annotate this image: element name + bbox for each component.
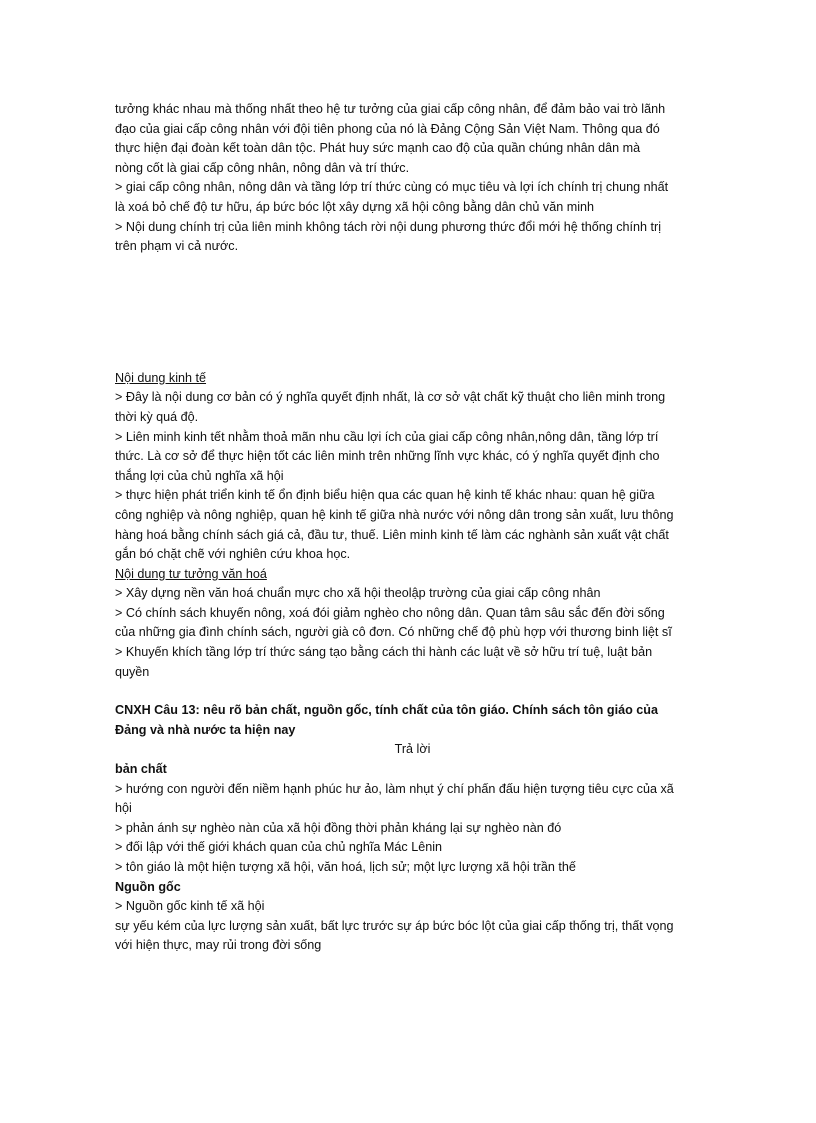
text-line: thức. Là cơ sở để thực hiện tốt các liên minh trên những lĩnh vực khác, có ý nghĩa quyết định cho — [115, 449, 660, 464]
section-heading: Nội dung kinh tế — [115, 370, 207, 385]
text-line: > hướng con người đến niềm hạnh phúc hư ảo, làm nhụt ý chí phấn đấu hiện tượng tiêu cực của xã — [115, 781, 674, 796]
political-bullet-1 — [115, 178, 710, 217]
text-line: > Nội dung chính trị của liên minh không tách rời nội dung phương thức đổi mới hệ thống chính trị — [115, 219, 662, 234]
text-line: > tôn giáo là một hiện tượng xã hội, văn hoá, lịch sử; một lực lượng xã hội trần thế — [115, 860, 576, 874]
text-line: với hiện thực, may rủi trong đời sống — [115, 938, 322, 953]
political-bullet-2 — [115, 218, 710, 257]
nature-section — [115, 760, 710, 878]
text-line: hội — [115, 801, 132, 816]
text-line: quyền — [115, 664, 150, 679]
text-line: hàng hoá bằng chính sách giá cả, đầu tư, thuế. Liên minh kinh tế làm các nghành sản xuất vật chất — [115, 527, 669, 542]
blank-space — [115, 257, 710, 369]
question-title-line: Đảng và nhà nước ta hiện nay — [115, 722, 296, 737]
section-heading: Nội dung tư tưởng văn hoá — [115, 566, 267, 581]
question-title-line: CNXH Câu 13: nêu rõ bản chất, nguồn gốc, tính chất của tôn giáo. Chính sách tôn giáo của — [115, 703, 658, 718]
origin-section — [115, 878, 710, 956]
text-line: nòng cốt là giai cấp công nhân, nông dân và trí thức. — [115, 160, 410, 175]
section-heading: bản chất — [115, 762, 167, 777]
text-line: > Đây là nội dung cơ bản có ý nghĩa quyết định nhất, là cơ sở vật chất kỹ thuật cho liên minh trong — [115, 390, 666, 405]
text-line: > Nguồn gốc kinh tế xã hội — [115, 899, 265, 914]
text-line: thắng lợi của chủ nghĩa xã hội — [115, 468, 284, 483]
ideology-section — [115, 565, 710, 683]
economic-section — [115, 369, 710, 565]
text-line: đạo của giai cấp công nhân với đội tiên phong của nó là Đảng Cộng Sản Việt Nam. Thông qua đó — [115, 121, 660, 136]
blank-space — [115, 682, 710, 701]
text-line: công nghiệp và nông nghiệp, quan hệ kinh tế giữa nhà nước với nông dân trong sản xuất, lưu thông — [115, 507, 674, 522]
text-line: > Xây dựng nền văn hoá chuẩn mực cho xã hội theolập trường của giai cấp công nhân — [115, 586, 601, 601]
text-line: > đối lập với thế giới khách quan của chủ nghĩa Mác Lênin — [115, 840, 443, 855]
question-title — [115, 701, 710, 760]
political-paragraph — [115, 100, 710, 178]
text-line: sự yếu kém của lực lượng sản xuất, bất lực trước sự áp bức bóc lột của giai cấp thống trị, thất vọng — [115, 918, 674, 933]
text-line: > thực hiện phát triển kinh tế ổn định biểu hiện qua các quan hệ kinh tế khác nhau: quan hệ giữa — [115, 488, 655, 503]
text-line: gắn bó chặt chẽ với nghiên cứu khoa học. — [115, 547, 351, 562]
text-line: > giai cấp công nhân, nông dân và tầng lớp trí thức cùng có mục tiêu và lợi ích chính trị chung nhất — [115, 180, 669, 195]
text-line: > phản ánh sự nghèo nàn của xã hội đồng thời phản kháng lại sự nghèo nàn đó — [115, 820, 562, 835]
text-line: > Liên minh kinh tết nhằm thoả mãn nhu cầu lợi ích của giai cấp công nhân,nông dân, tầng lớp trí — [115, 429, 659, 444]
text-line: tưởng khác nhau mà thống nhất theo hệ tư tưởng của giai cấp công nhân, để đảm bảo vai trò lãnh — [115, 102, 666, 116]
text-line: thực hiện đại đoàn kết toàn dân tộc. Phát huy sức mạnh cao độ của quần chúng nhân dân mà — [115, 141, 641, 156]
section-heading: Nguồn gốc — [115, 879, 181, 894]
text-line: là xoá bỏ chế độ tư hữu, áp bức bóc lột xây dựng xã hội công bằng dân chủ văn minh — [115, 199, 595, 214]
answer-label: Trả lời — [394, 742, 431, 757]
document-page — [115, 100, 710, 956]
text-line: > Khuyến khích tầng lớp trí thức sáng tạo bằng cách thi hành các luật về sở hữu trí tuệ, luật bản — [115, 645, 653, 660]
text-line: trên phạm vi cả nước. — [115, 239, 239, 254]
text-line: thời kỳ quá độ. — [115, 409, 199, 424]
text-line: > Có chính sách khuyến nông, xoá đói giảm nghèo cho nông dân. Quan tâm sâu sắc đến đời sống — [115, 605, 665, 620]
text-line: của những gia đình chính sách, người già cô đơn. Có những chế độ phù hợp với thương binh liệt sĩ — [115, 625, 672, 640]
